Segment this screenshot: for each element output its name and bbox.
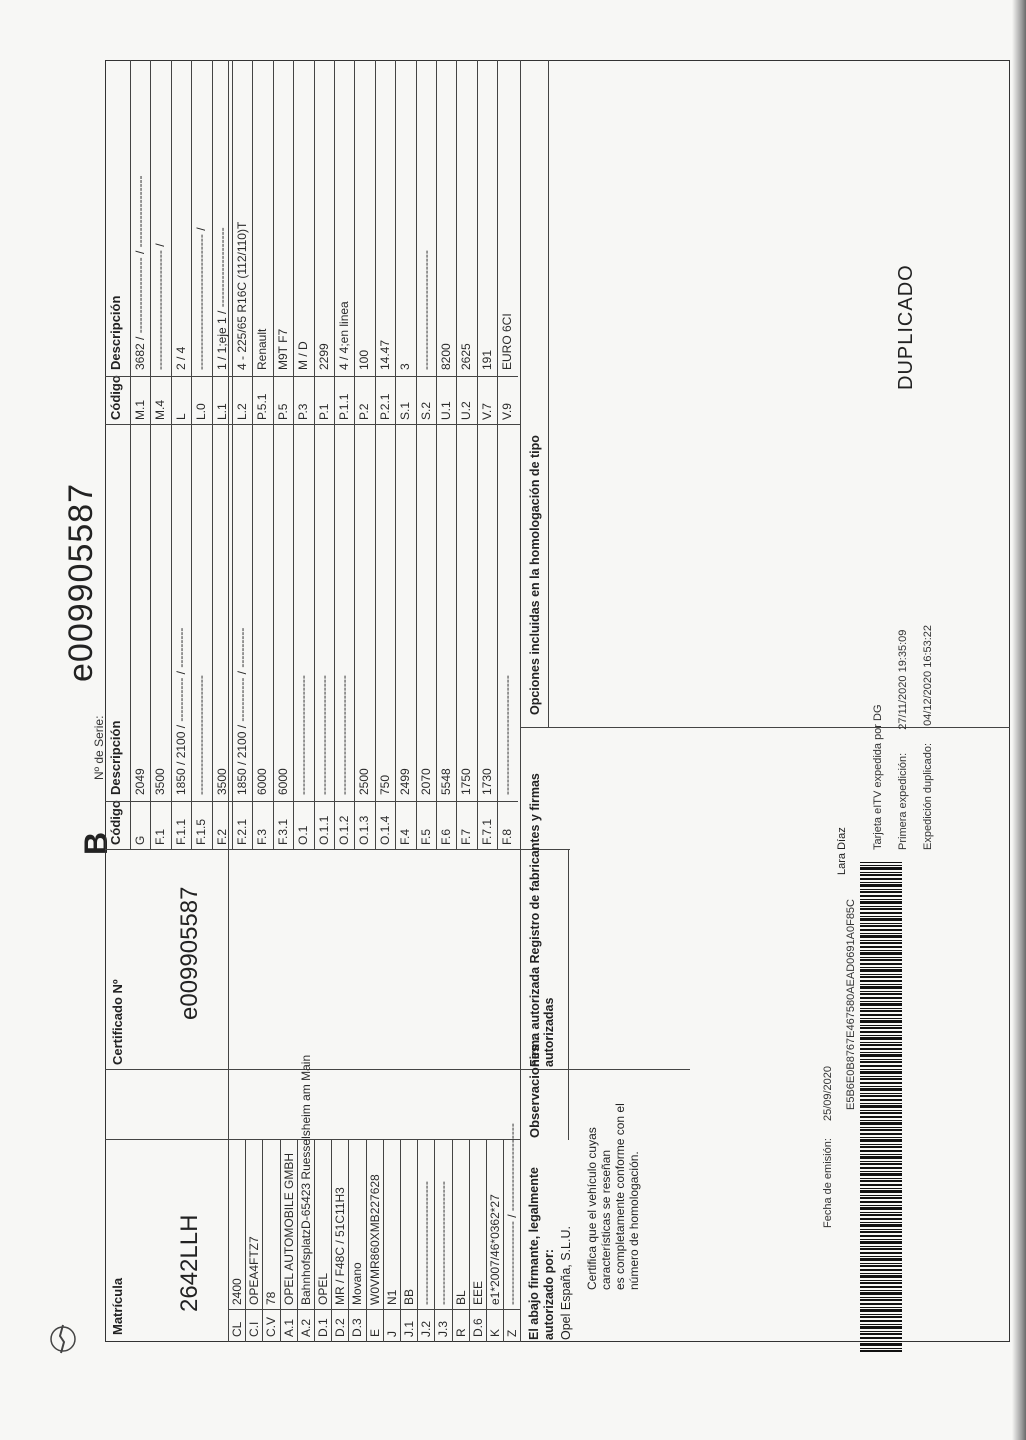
left-row-value: BB	[402, 1288, 416, 1305]
right-header-desc: Descripción	[108, 295, 123, 370]
certifica-line: es completamente conforme con el	[613, 1103, 627, 1290]
mid-row-value: 3500	[214, 768, 229, 795]
right-row-value: ---------------------------------- /	[194, 227, 209, 370]
left-row-code: CL	[230, 1321, 244, 1337]
mid-row-value: 1850 / 2100 / ----------- / ----------	[173, 627, 188, 795]
mid-row-code: F.7.1	[479, 818, 494, 845]
mid-row-code: F.1.1	[173, 818, 188, 845]
mid-row-value: 1750	[459, 768, 474, 795]
left-row-code: E	[367, 1328, 382, 1337]
mid-row-code: O.1.1	[316, 815, 331, 845]
mid-row-code: O.1.3	[357, 815, 372, 845]
matricula-value: 2642LLH	[176, 1214, 203, 1312]
mid-row-code: O.1.4	[377, 815, 392, 845]
firmante-value: Opel España, S.L.U.	[559, 1226, 573, 1340]
left-row-code: C.I	[247, 1321, 262, 1337]
mid-row-value: 1730	[479, 768, 494, 795]
right-row-value: 3	[398, 363, 413, 370]
primera-label: Primera expedición:	[897, 752, 909, 850]
left-row-value: BahnhofsplatzD-65423 Ruesselsheim am Main	[298, 1054, 313, 1305]
left-row-value: W0VMR860XMB227628	[367, 1174, 382, 1305]
right-row-code: P.3	[296, 403, 311, 420]
right-row-code: P.1.1	[337, 393, 351, 420]
fecha-value: 25/09/2020	[822, 1065, 834, 1122]
left-row-value: 78	[264, 1291, 279, 1305]
right-row-value: 2299	[316, 343, 331, 370]
left-row-code: A.1	[281, 1318, 296, 1337]
left-row-code: J	[384, 1331, 399, 1337]
right-row-value: 100	[357, 349, 372, 370]
left-row-code: J.1	[402, 1320, 416, 1337]
duplicado-stamp: DUPLICADO	[895, 264, 917, 390]
certifica-text	[585, 1103, 641, 1290]
left-row-code: C.V	[264, 1316, 279, 1337]
mid-header-desc: Descripción	[108, 720, 123, 795]
left-row-value: EEE	[470, 1280, 485, 1305]
right-row-value: 14.47	[377, 339, 392, 370]
left-row-code: K	[488, 1328, 502, 1337]
right-row-code: P.5.1	[255, 393, 270, 420]
mid-row-value: 3500	[153, 768, 168, 795]
right-row-code: P.1	[316, 403, 331, 420]
mid-row-code: F.3	[255, 828, 270, 845]
left-row-code: J.3	[436, 1320, 451, 1337]
mid-row-code: O.1	[296, 825, 311, 845]
mid-row-value: 2499	[398, 768, 413, 795]
left-row-value: OPEL AUTOMOBILE GMBH	[281, 1152, 296, 1305]
right-row-value: 4 / 4;en linea	[337, 301, 351, 370]
mid-row-value: 1850 / 2100 / ----------- / ----------	[235, 627, 249, 795]
left-row-code: D.6	[470, 1318, 485, 1337]
right-row-code: P.5	[275, 403, 290, 420]
right-row-code: U.2	[459, 401, 474, 420]
right-row-code: S.2	[418, 401, 433, 420]
expedicion-duplicado	[922, 625, 934, 850]
primera-value: 27/11/2020 19:35:09	[897, 629, 909, 730]
right-row-value: ------------------------------ /	[153, 243, 168, 370]
mid-row-code: F.2	[214, 828, 229, 845]
mid-row-value: 6000	[255, 768, 270, 795]
right-row-code: M.4	[153, 399, 168, 420]
serie-number: e009905587	[62, 482, 100, 682]
mid-row-code: F.6	[439, 828, 453, 845]
right-row-code: L.0	[194, 403, 209, 420]
mid-row-code: G	[133, 835, 147, 845]
mid-row-value: 5548	[439, 768, 453, 795]
mid-row-code: F.5	[418, 828, 433, 845]
right-row-value: 3682 / ------------------- / ------------------	[133, 175, 147, 370]
duplicado-value: 04/12/2020 16:53:22	[922, 624, 934, 726]
right-row-value: ------------------------------	[418, 250, 433, 370]
signer-name: Lara Díaz	[836, 827, 848, 875]
left-row-value: 2400	[230, 1278, 244, 1305]
mid-row-value: ------------------------------	[316, 675, 331, 795]
mid-row-value: ------------------------------	[500, 675, 515, 795]
left-row-code: A.2	[298, 1318, 313, 1337]
left-row-value: Movano	[350, 1262, 365, 1305]
firmante-block	[527, 1140, 573, 1340]
left-row-code: D.2	[333, 1318, 348, 1337]
right-row-value: EURO 6CI	[500, 313, 515, 370]
mid-row-code: F.7	[459, 828, 474, 845]
right-row-code: L.2	[235, 403, 249, 420]
right-row-value: 2625	[459, 343, 474, 370]
right-row-code: V.7	[479, 403, 494, 420]
firma-label: Firma autorizada Registro de fabricantes y firmas autorizadas	[528, 773, 556, 1067]
itv-label: Tarjeta eITV expedida por DG	[872, 704, 884, 850]
certifica-line: características se reseñan	[599, 1149, 613, 1290]
right-row-code: U.1	[439, 401, 453, 420]
duplicado-label: Expedición duplicado:	[922, 742, 934, 850]
right-row-value: 2 / 4	[173, 346, 188, 370]
mid-row-value: 2049	[133, 768, 147, 795]
certificado-value: e009905587	[176, 886, 203, 1020]
certificado-label: Certificado Nº	[110, 979, 125, 1065]
right-row-value: 4 - 225/65 R16C (112/110)T	[235, 221, 249, 370]
opel-logo-icon	[48, 1322, 78, 1356]
mid-row-code: F.8	[500, 828, 515, 845]
left-row-code: Z	[505, 1329, 520, 1337]
right-row-code: V.9	[500, 403, 515, 420]
right-row-code: S.1	[398, 401, 413, 420]
barcode-hash: E5B6E0B8767E467580AEAD0691A0F85C	[845, 899, 857, 1110]
left-row-value: OPEA4FTZ7	[247, 1236, 262, 1305]
mid-row-value: 750	[377, 774, 392, 795]
right-row-code: L.1	[214, 403, 229, 420]
left-row-value: BL	[453, 1290, 468, 1305]
right-row-code: P.2.1	[377, 393, 392, 420]
fecha-emision	[822, 1066, 834, 1228]
mid-row-value: 2500	[357, 768, 372, 795]
matricula-label: Matrícula	[110, 1277, 125, 1335]
firmante-label: El abajo firmante, legalmente autorizado por:	[527, 1167, 556, 1340]
mid-row-code: F.2.1	[235, 818, 249, 845]
right-row-value: 191	[479, 349, 494, 370]
mid-header-code: Código	[108, 800, 123, 845]
left-row-value: --------------------- / ----------------------	[505, 1123, 520, 1305]
serie-label: Nº de Serie:	[92, 715, 106, 780]
left-row-code: J.2	[419, 1320, 434, 1337]
left-row-value: e1*2007/46*0362*27	[488, 1194, 502, 1305]
form-letter: B	[78, 831, 114, 855]
mid-row-value: 6000	[275, 768, 290, 795]
left-row-value: MR / F48C / 51C11H3	[333, 1187, 348, 1305]
certifica-line: Certifica que el vehículo cuyas	[585, 1127, 599, 1290]
left-row-value: N1	[384, 1289, 399, 1305]
mid-row-value: ------------------------------	[337, 675, 351, 795]
right-row-value: 8200	[439, 343, 453, 370]
mid-row-code: O.1.2	[337, 815, 351, 845]
fecha-label: Fecha de emisión:	[822, 1138, 834, 1228]
mid-row-value: ------------------------------	[296, 675, 311, 795]
right-row-value: M / D	[296, 341, 311, 370]
right-row-value: M9T F7	[275, 328, 290, 370]
right-row-code: P.2	[357, 403, 372, 420]
mid-row-value: ------------------------------	[194, 675, 209, 795]
right-row-code: M.1	[133, 399, 147, 420]
right-row-value: Renault	[255, 328, 270, 370]
mid-row-code: F.1	[153, 828, 168, 845]
left-row-value: -------------------------------	[419, 1181, 434, 1305]
left-row-value: -------------------------------	[436, 1181, 451, 1305]
mid-row-code: F.1.5	[194, 818, 209, 845]
left-row-code: D.1	[316, 1318, 330, 1337]
observaciones-label: Observaciones :	[527, 1036, 542, 1138]
mid-row-code: F.4	[398, 828, 413, 845]
right-header-code: Código	[108, 375, 123, 420]
barcode	[860, 862, 902, 1352]
left-row-code: D.3	[350, 1318, 365, 1337]
primera-expedicion	[897, 630, 909, 850]
right-row-code: L	[173, 413, 188, 420]
left-row-code: R	[453, 1328, 468, 1337]
mid-row-code: F.3.1	[275, 818, 290, 845]
mid-row-value: 2070	[418, 768, 433, 795]
left-row-value: OPEL	[316, 1272, 330, 1305]
right-row-value: 1 / 1;eje 1 / --------------------	[214, 227, 229, 370]
opciones-label: Opciones incluidas en la homologación de tipo	[528, 435, 542, 715]
certifica-line: número de homologación.	[627, 1151, 641, 1290]
